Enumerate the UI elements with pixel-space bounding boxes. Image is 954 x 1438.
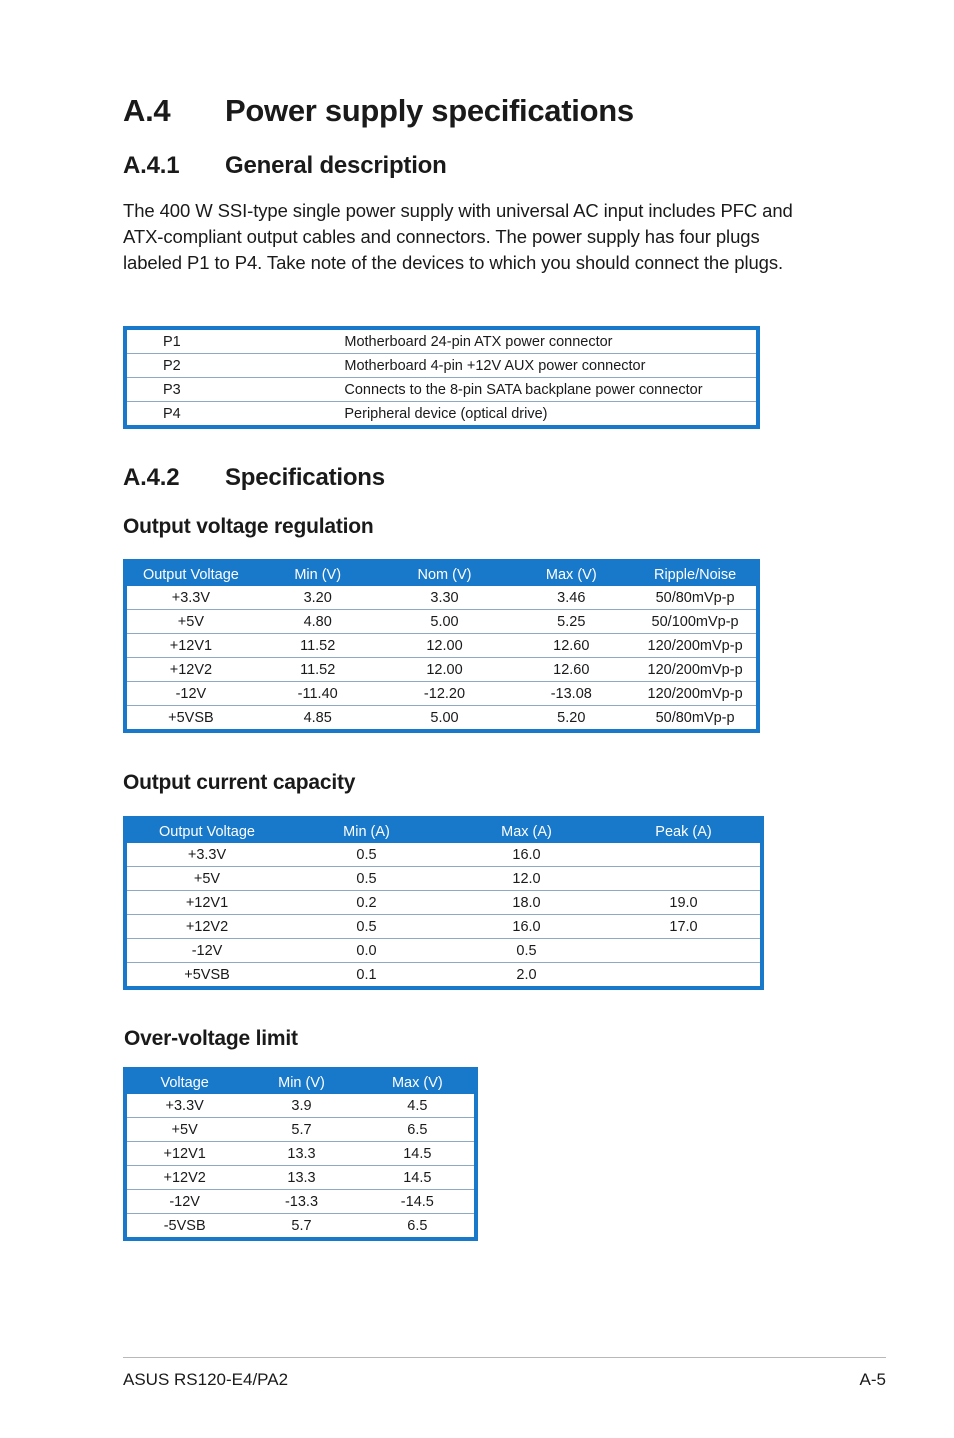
table-row [125, 1214, 476, 1240]
subsection-number: A.4.1 [123, 152, 180, 179]
table-cell: 50/100mVp-p [634, 610, 758, 634]
table-row [125, 1094, 476, 1118]
plug-desc-cell: Connects to the 8-pin SATA backplane power connector [344, 378, 758, 402]
table-cell: +3.3V [165, 1097, 204, 1114]
table-cell: 16.0 [446, 915, 607, 939]
table-cell: 0.5 [356, 846, 377, 863]
section-number: A.4 [123, 93, 171, 128]
table-cell: 12.60 [508, 658, 634, 682]
table-cell: 12.00 [381, 634, 509, 658]
table-row [125, 586, 758, 610]
table-cell: 11.52 [255, 658, 381, 682]
column-header: Min (A) [287, 818, 446, 843]
regulation-table [123, 559, 760, 733]
table-cell: 5.7 [242, 1118, 360, 1142]
table-row [125, 1142, 476, 1166]
table-cell: 18.0 [446, 891, 607, 915]
column-header: Peak (A) [607, 818, 762, 843]
plug-table [123, 326, 760, 429]
overvoltage-table [123, 1067, 478, 1241]
general-description-heading [123, 152, 447, 180]
plug-cell: P3 [125, 378, 344, 402]
column-header: Min (V) [242, 1069, 360, 1094]
table-cell [607, 963, 762, 989]
table-cell: 3.9 [291, 1097, 312, 1114]
intro-line: ATX-compliant output cables and connectors. The power supply has four plugs [123, 226, 760, 247]
table-cell: 0.5 [287, 867, 446, 891]
column-header: Max (A) [446, 818, 607, 843]
footer-product-name: ASUS RS120-E4/PA2 [123, 1370, 289, 1389]
page-title [123, 93, 634, 129]
column-header: Output Voltage [125, 561, 255, 586]
table-cell: -12V [125, 1190, 242, 1214]
table-cell: -11.40 [255, 682, 381, 706]
table-cell: 14.5 [361, 1166, 476, 1190]
plug-cell: P1 [163, 333, 181, 350]
table-cell: 0.5 [287, 915, 446, 939]
table-cell: 5.20 [508, 706, 634, 732]
table-cell: -14.5 [361, 1190, 476, 1214]
table-row [125, 682, 758, 706]
table-cell: 6.5 [361, 1214, 476, 1240]
table-row [125, 963, 762, 989]
table-cell: 13.3 [242, 1142, 360, 1166]
table-row [125, 867, 762, 891]
table-row [125, 378, 758, 402]
regulation-heading: Output voltage regulation [123, 515, 374, 538]
table-row [125, 354, 758, 378]
table-row [125, 915, 762, 939]
table-header-row [125, 561, 758, 586]
plug-cell: P2 [125, 354, 344, 378]
table-cell: +5V [125, 610, 255, 634]
subsection-number: A.4.2 [123, 464, 180, 491]
table-cell: 4.80 [255, 610, 381, 634]
table-cell: 14.5 [361, 1142, 476, 1166]
table-cell: +12V2 [125, 915, 287, 939]
table-cell: 5.25 [508, 610, 634, 634]
table-row [125, 939, 762, 963]
table-header-row [125, 818, 762, 843]
table-row [125, 402, 758, 428]
table-cell: 17.0 [607, 915, 762, 939]
table-cell: 16.0 [512, 846, 541, 863]
table-cell: 0.0 [287, 939, 446, 963]
table-cell: -12.20 [381, 682, 509, 706]
table-cell: -12V [125, 939, 287, 963]
table-cell: -5VSB [125, 1214, 242, 1240]
table-cell: 11.52 [255, 634, 381, 658]
subsection-title: General description [225, 152, 447, 179]
table-cell: 0.2 [287, 891, 446, 915]
subsection-title: Specifications [225, 464, 385, 491]
table-cell: 3.30 [430, 589, 459, 606]
table-cell: 0.5 [446, 939, 607, 963]
table-cell: +5V [125, 867, 287, 891]
table-cell: 3.20 [303, 589, 332, 606]
table-row [125, 1118, 476, 1142]
table-cell: 4.85 [255, 706, 381, 732]
table-cell: 3.46 [557, 589, 586, 606]
overvoltage-heading: Over-voltage limit [124, 1027, 298, 1050]
table-row [125, 843, 762, 867]
table-cell: 12.60 [508, 634, 634, 658]
table-row [125, 328, 758, 354]
table-cell: 12.0 [446, 867, 607, 891]
table-cell: 6.5 [361, 1118, 476, 1142]
plug-desc-cell: Motherboard 4-pin +12V AUX power connector [344, 354, 758, 378]
table-row [125, 1190, 476, 1214]
plug-desc-cell: Motherboard 24-pin ATX power connector [344, 333, 613, 350]
table-cell: 120/200mVp-p [634, 682, 758, 706]
table-cell: +3.3V [187, 846, 227, 863]
table-cell: 120/200mVp-p [634, 658, 758, 682]
table-cell: -12V [125, 682, 255, 706]
table-cell: +12V1 [125, 634, 255, 658]
table-row [125, 610, 758, 634]
table-cell: +5VSB [125, 963, 287, 989]
table-cell: 5.00 [381, 610, 509, 634]
column-header: Max (V) [508, 561, 634, 586]
table-cell: 50/80mVp-p [634, 706, 758, 732]
intro-line: labeled P1 to P4. Take note of the devices to which you should connect the plugs. [123, 252, 784, 273]
footer-divider [123, 1357, 886, 1358]
intro-paragraph [123, 198, 893, 276]
column-header: Max (V) [361, 1069, 476, 1094]
table-cell: 0.1 [287, 963, 446, 989]
table-cell: +12V2 [125, 658, 255, 682]
plug-cell: P4 [125, 402, 344, 428]
table-row [125, 706, 758, 732]
table-cell: 120/200mVp-p [634, 634, 758, 658]
table-cell: 12.00 [381, 658, 509, 682]
table-cell [607, 843, 762, 867]
specifications-heading [123, 464, 385, 492]
current-table [123, 816, 764, 990]
table-cell: +5V [125, 1118, 242, 1142]
table-cell: -13.08 [508, 682, 634, 706]
table-cell [607, 939, 762, 963]
column-header: Ripple/Noise [634, 561, 758, 586]
table-row [125, 634, 758, 658]
plug-desc-cell: Peripheral device (optical drive) [344, 402, 758, 428]
footer-page-number: A-5 [859, 1370, 886, 1389]
table-cell [607, 867, 762, 891]
table-row [125, 891, 762, 915]
table-cell: +12V2 [125, 1166, 242, 1190]
column-header: Min (V) [255, 561, 381, 586]
table-cell: +5VSB [125, 706, 255, 732]
section-title: Power supply specifications [225, 93, 634, 128]
current-heading: Output current capacity [123, 771, 356, 794]
column-header: Voltage [125, 1069, 242, 1094]
table-row [125, 658, 758, 682]
column-header: Output Voltage [125, 818, 287, 843]
table-row [125, 1166, 476, 1190]
table-cell: 19.0 [607, 891, 762, 915]
table-cell: +12V1 [125, 1142, 242, 1166]
table-cell: 50/80mVp-p [655, 589, 735, 606]
table-cell: 13.3 [242, 1166, 360, 1190]
table-cell: +3.3V [171, 589, 211, 606]
column-header: Nom (V) [381, 561, 509, 586]
table-cell: +12V1 [125, 891, 287, 915]
table-header-row [125, 1069, 476, 1094]
table-cell: 4.5 [407, 1097, 428, 1114]
table-cell: -13.3 [242, 1190, 360, 1214]
table-cell: 5.7 [242, 1214, 360, 1240]
table-cell: 5.00 [381, 706, 509, 732]
table-cell: 2.0 [446, 963, 607, 989]
intro-line: The 400 W SSI-type single power supply with universal AC input includes PFC and [123, 200, 793, 221]
